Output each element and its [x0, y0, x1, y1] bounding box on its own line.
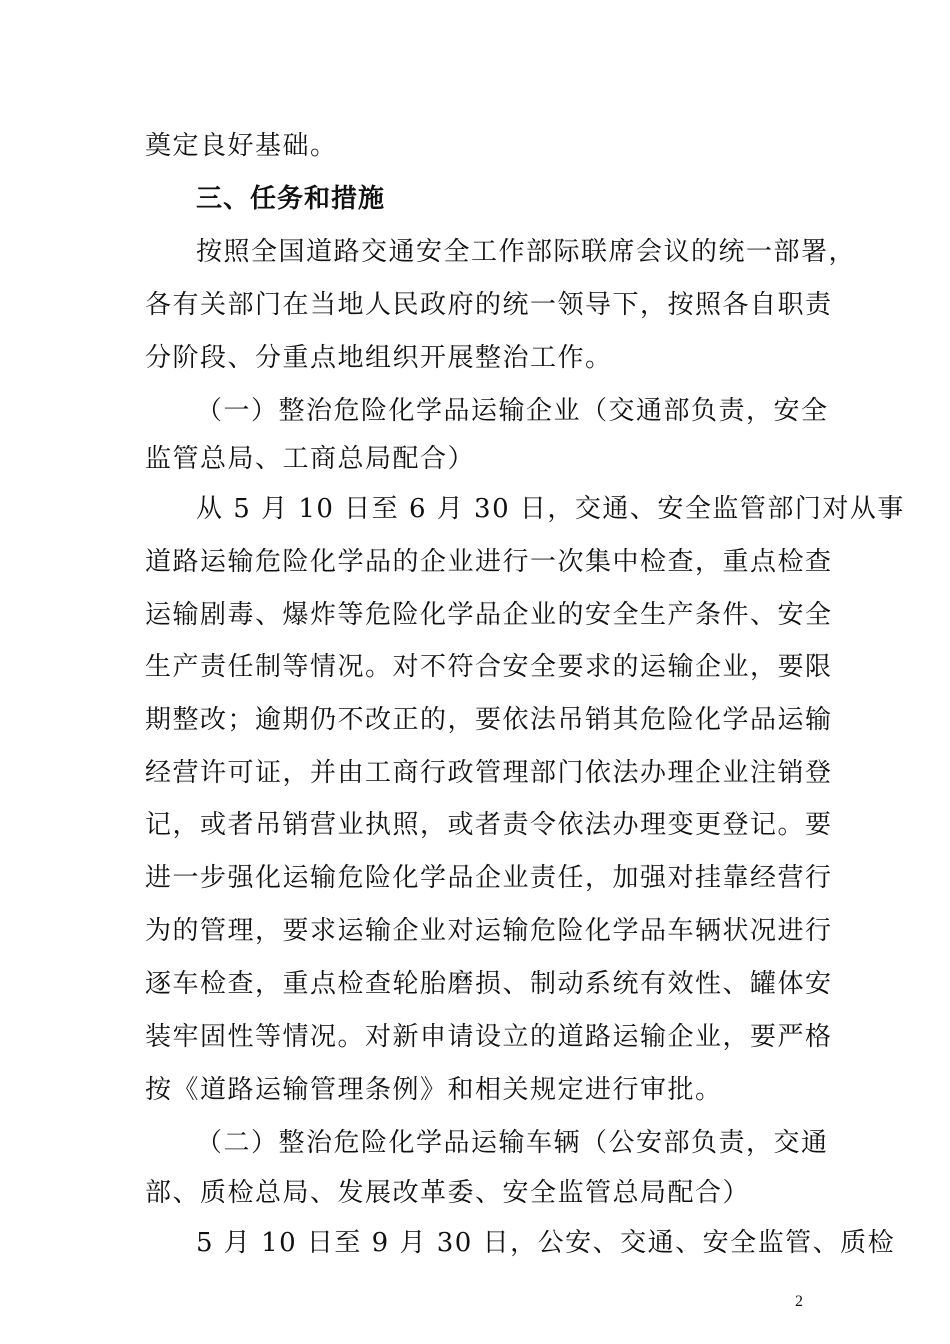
- paragraph-line: 装牢固性等情况。对新申请设立的道路运输企业，要严格: [145, 1022, 833, 1052]
- subheading-line: 部、质检总局、发展改革委、安全监管总局配合）: [145, 1178, 751, 1208]
- paragraph-line: 经营许可证，并由工商行政管理部门依法办理企业注销登: [145, 758, 833, 788]
- subheading-line: （一）整治危险化学品运输企业（交通部负责，安全: [196, 396, 829, 426]
- paragraph-line: 运输剧毒、爆炸等危险化学品企业的安全生产条件、安全: [145, 600, 833, 630]
- paragraph-line: 进一步强化运输危险化学品企业责任，加强对挂靠经营行: [145, 863, 833, 893]
- subheading-line: 监管总局、工商总局配合）: [145, 444, 476, 474]
- paragraph-line: 记，或者吊销营业执照，或者责令依法办理变更登记。要: [145, 810, 833, 840]
- paragraph-line: 道路运输危险化学品的企业进行一次集中检查，重点检查: [145, 547, 833, 577]
- paragraph-line: 期整改；逾期仍不改正的，要依法吊销其危险化学品运输: [145, 705, 833, 735]
- paragraph-line: 生产责任制等情况。对不符合安全要求的运输企业，要限: [145, 652, 833, 682]
- section-heading: 三、任务和措施: [196, 184, 386, 214]
- paragraph-line: 为的管理，要求运输企业对运输危险化学品车辆状况进行: [145, 916, 833, 946]
- paragraph-line: 从 5 月 10 日至 6 月 30 日，交通、安全监管部门对从事: [196, 494, 905, 524]
- paragraph-line: 按《道路运输管理条例》和相关规定进行审批。: [145, 1075, 723, 1105]
- page-number: 2: [795, 1293, 803, 1310]
- paragraph-line: 逐车检查，重点检查轮胎磨损、制动系统有效性、罐体安: [145, 969, 833, 999]
- paragraph-line: 按照全国道路交通安全工作部际联席会议的统一部署，: [196, 237, 857, 267]
- subheading-line: （二）整治危险化学品运输车辆（公安部负责，交通: [196, 1128, 829, 1158]
- paragraph-line: 分阶段、分重点地组织开展整治工作。: [145, 343, 613, 373]
- paragraph-line: 5 月 10 日至 9 月 30 日，公安、交通、安全监管、质检: [196, 1228, 896, 1258]
- paragraph-line: 奠定良好基础。: [145, 131, 338, 161]
- paragraph-line: 各有关部门在当地人民政府的统一领导下，按照各自职责: [145, 290, 833, 320]
